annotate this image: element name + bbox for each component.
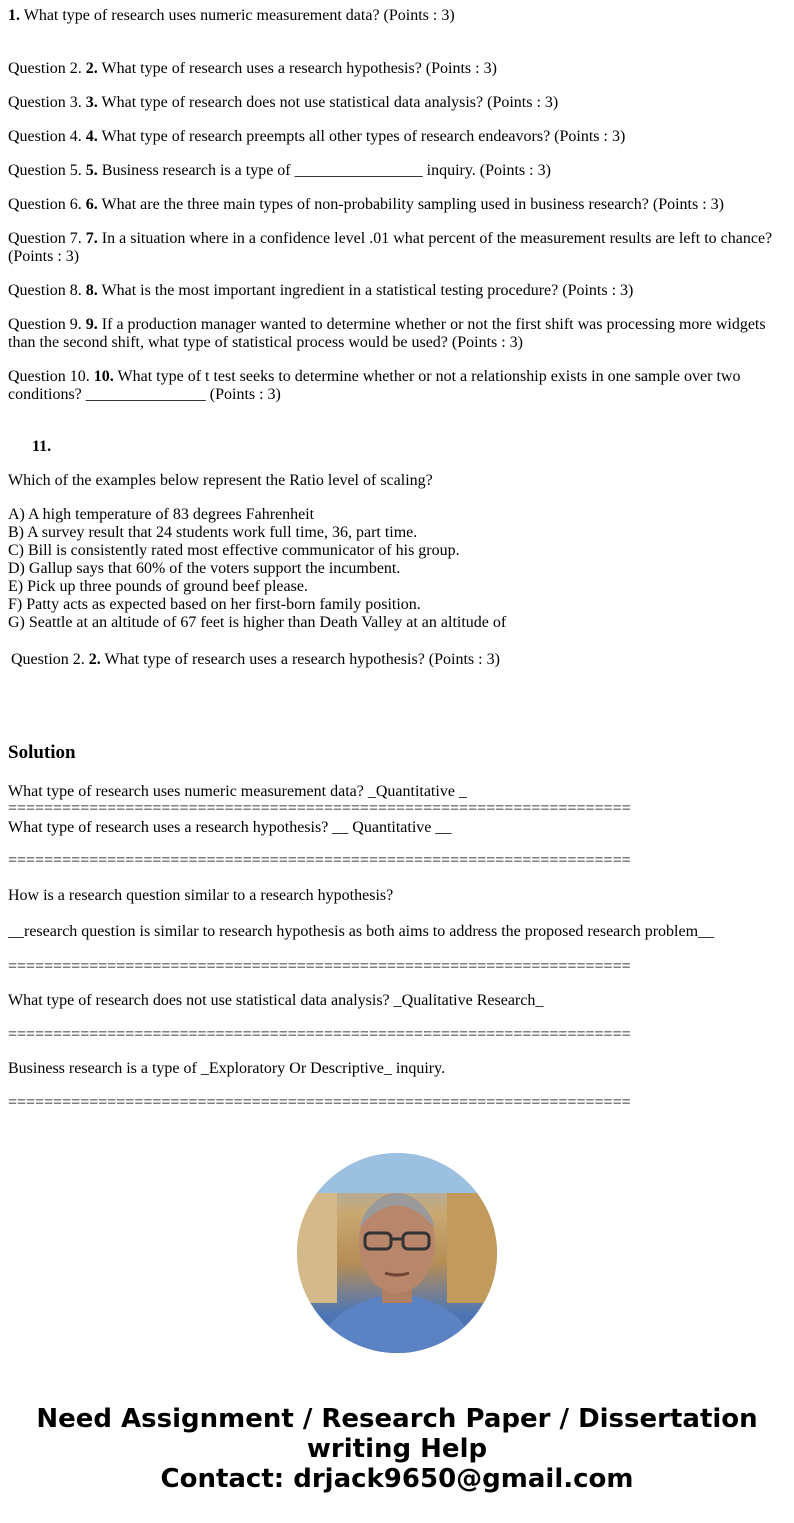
question-11-options	[8, 506, 506, 632]
answer-4: What type of research does not use statistical data analysis? _Qualitative Research_	[8, 992, 544, 1009]
option: D) Gallup says that 60% of the voters support the incumbent.	[8, 560, 401, 577]
footer-line: Need Assignment / Research Paper / Dissertation	[36, 1404, 758, 1434]
option: A) A high temperature of 83 degrees Fahrenheit	[8, 506, 315, 523]
answer-2: What type of research uses a research hypothesis? __ Quantitative __	[8, 819, 452, 836]
separator: =====================================================================	[8, 958, 631, 975]
question-5: Question 5. 5. Business research is a type of ________________ inquiry. (Points : 3)	[8, 162, 551, 179]
option: E) Pick up three pounds of ground beef please.	[8, 578, 308, 595]
question-3: Question 3. 3. What type of research does not use statistical data analysis? (Points : 3)	[8, 94, 559, 111]
footer-email: Contact: drjack9650@gmail.com	[160, 1464, 634, 1494]
separator: =====================================================================	[8, 1026, 631, 1043]
option: F) Patty acts as expected based on her first-born family position.	[8, 596, 421, 613]
separator: =====================================================================	[8, 852, 631, 869]
question-1: 1. What type of research uses numeric measurement data? (Points : 3)	[8, 7, 455, 24]
question-4: Question 4. 4. What type of research preempts all other types of research endeavors? (Points : 3)	[8, 128, 626, 145]
author-photo	[297, 1153, 497, 1353]
option: B) A survey result that 24 students work full time, 36, part time.	[8, 524, 418, 541]
footer-line: writing Help	[306, 1434, 488, 1464]
answer-question: How is a research question similar to a research hypothesis?	[8, 887, 394, 904]
question-11-text: Which of the examples below represent the Ratio level of scaling?	[8, 472, 433, 489]
answer-3: __research question is similar to research hypothesis as both aims to address the proposed research problem__	[8, 923, 715, 940]
answer-1: What type of research uses numeric measurement data? _Quantitative _	[8, 783, 467, 800]
question-7: Question 7. 7. In a situation where in a confidence level .01 what percent of the measurement results are left to chance? (Points : 3)	[8, 230, 773, 265]
answer-5: Business research is a type of _Exploratory Or Descriptive_ inquiry.	[8, 1060, 446, 1077]
person-portrait-icon	[297, 1153, 497, 1353]
question-6: Question 6. 6. What are the three main types of non-probability sampling used in business research? (Points : 3)	[8, 196, 724, 213]
question-2-repeat: Question 2. 2. What type of research uses a research hypothesis? (Points : 3)	[11, 651, 500, 668]
question-8: Question 8. 8. What is the most important ingredient in a statistical testing procedure? (Points : 3)	[8, 282, 634, 299]
question-10: Question 10. 10. What type of t test seeks to determine whether or not a relationship exists in one sample over two conditions? _______________ (Points : 3)	[8, 368, 741, 403]
question-2: Question 2. 2. What type of research uses a research hypothesis? (Points : 3)	[8, 60, 497, 77]
question-9: Question 9. 9. If a production manager wanted to determine whether or not the first shift was processing more widgets than the second shift, what type of statistical process would be used? (Points : 3)	[8, 316, 766, 351]
solution-heading: Solution	[8, 742, 76, 763]
option: G) Seattle at an altitude of 67 feet is higher than Death Valley at an altitude of	[8, 614, 507, 631]
option: C) Bill is consistently rated most effective communicator of his group.	[8, 542, 460, 559]
separator: =====================================================================	[8, 1094, 631, 1111]
question-11-number: 11.	[32, 438, 52, 455]
separator: =====================================================================	[8, 800, 631, 817]
footer-contact	[0, 1404, 794, 1494]
